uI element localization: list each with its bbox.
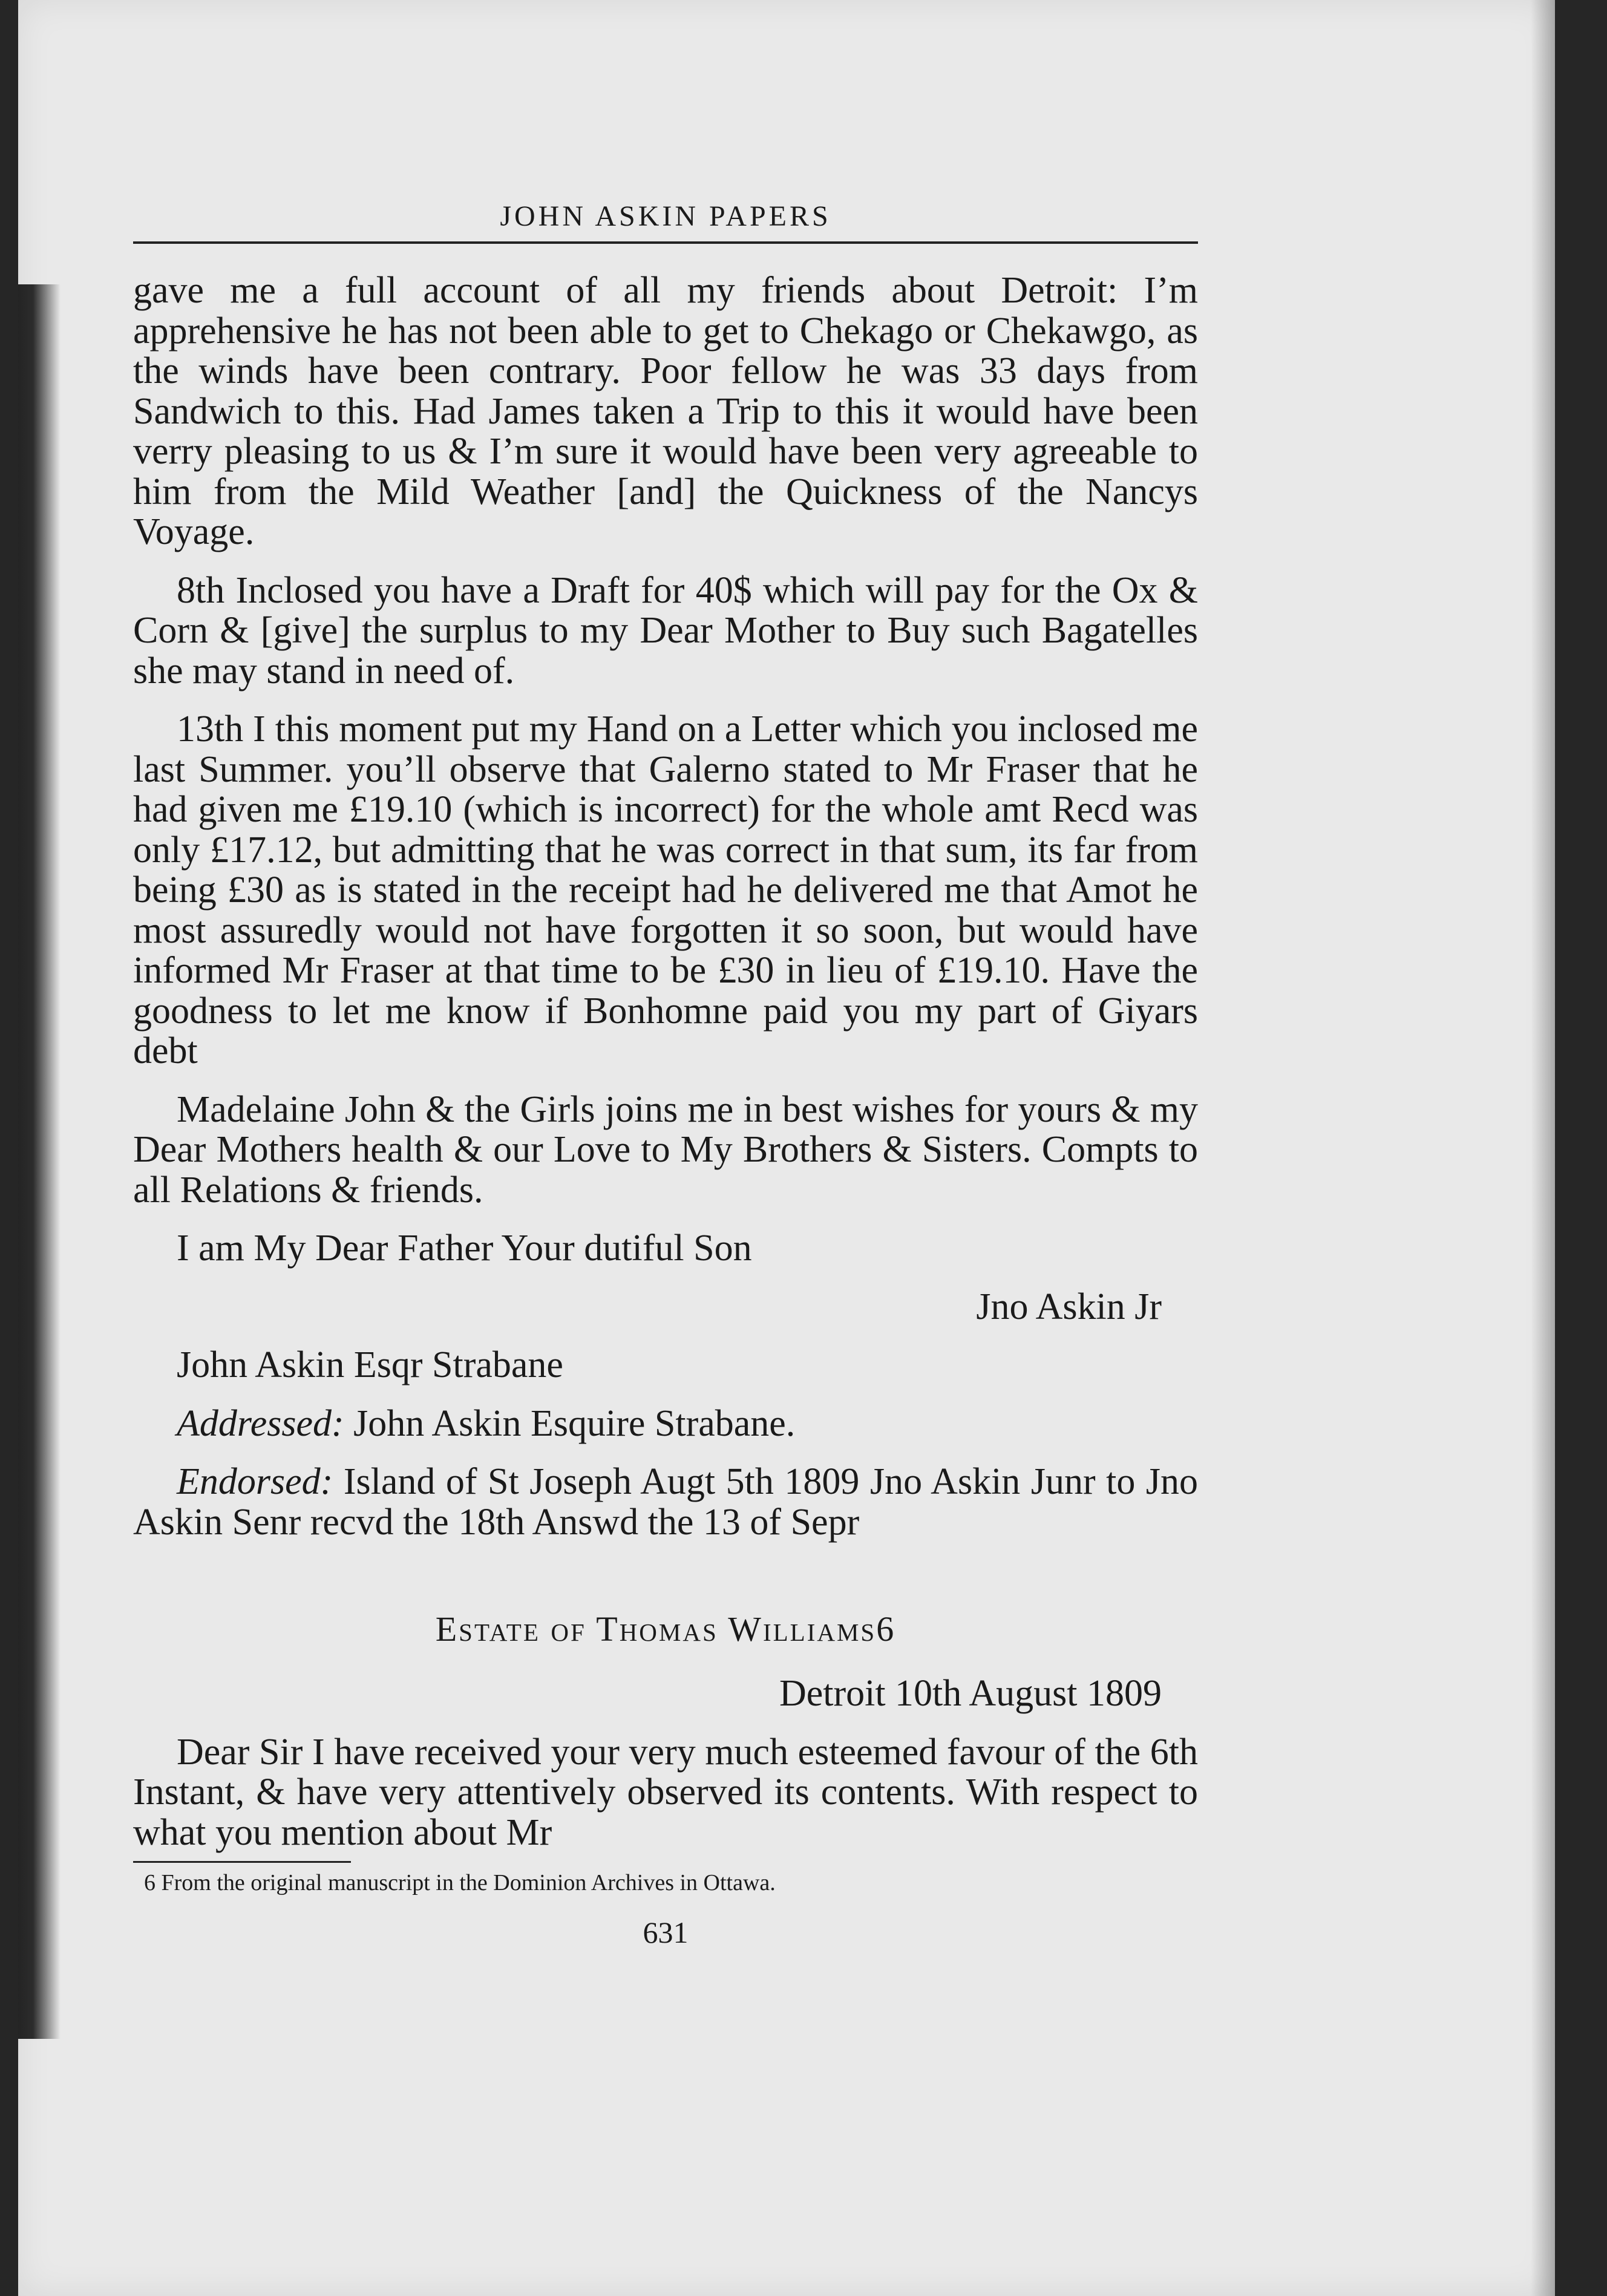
page-edge-shadow: [1531, 0, 1555, 2296]
addressed-label: Addressed:: [177, 1402, 344, 1444]
running-head: JOHN ASKIN PAPERS: [133, 200, 1198, 244]
endorsed-text: Island of St Joseph Augt 5th 1809 Jno Askin Junr to Jno Askin Senr recvd the 18th Answd the 13 of Sepr: [133, 1461, 1198, 1543]
page-content: [133, 200, 1198, 1950]
footnote-rule: [133, 1861, 351, 1863]
paragraph-3: 13th I this moment put my Hand on a Letter which you inclosed me last Summer. you’ll observe that Galerno stated to Mr Fraser that he had given me £19.10 (which is incorrect) for the whole amt Recd was only £17.12, but admitting that he was correct in that sum, its far from being £30 as is stated in the receipt had he delivered me that Amot he most assuredly would not have forgotten it so soon, but would have informed Mr Fraser at that time to be £30 in lieu of £19.10. Have the goodness to let me know if Bonhomne paid you my part of Giyars debt: [133, 708, 1198, 1071]
addressed-text: John Askin Esquire Strabane.: [353, 1402, 796, 1444]
signature: Jno Askin Jr: [976, 1286, 1162, 1327]
section-heading: Estate of Thomas Williams6: [435, 1609, 896, 1649]
closing-line: I am My Dear Father Your dutiful Son: [177, 1228, 752, 1269]
endorsed-label: Endorsed:: [177, 1461, 333, 1502]
letter-2-paragraph-1: Dear Sir I have received your very much esteemed favour of the 6th Instant, & have very attentively observed its contents. With respect to what you mention about Mr: [133, 1731, 1198, 1853]
torn-left-edge: [18, 284, 61, 2039]
addressed-line: [133, 1404, 1198, 1444]
footnote: 6 From the original manuscript in the Dominion Archives in Ottawa.: [144, 1870, 776, 1895]
recipient-line: John Askin Esqr Strabane: [177, 1344, 563, 1385]
page-sheet: [18, 0, 1555, 2296]
endorsed-line: [133, 1462, 1198, 1542]
paragraph-2: 8th Inclosed you have a Draft for 40$ which will pay for the Ox & Corn & [give] the surplus to my Dear Mother to Buy such Bagatelles she may stand in need of.: [133, 569, 1198, 692]
paragraph-1: gave me a full account of all my friends about Detroit: I’m apprehensive he has not been able to get to Chekago or Chekawgo, as the winds have been contrary. Poor fellow he was 33 days from Sandwich to this. Had James taken a Trip to this it would have been verry pleasing to us & I’m sure it would have been very agreeable to him from the Mild Weather [and] the Quickness of the Nancys Voyage.: [133, 270, 1198, 552]
page-number: 631: [643, 1915, 689, 1949]
paragraph-4: Madelaine John & the Girls joins me in best wishes for yours & my Dear Mothers health & our Love to My Brothers & Sisters. Compts to all Relations & friends.: [133, 1088, 1198, 1211]
letter-date: Detroit 10th August 1809: [779, 1673, 1162, 1714]
